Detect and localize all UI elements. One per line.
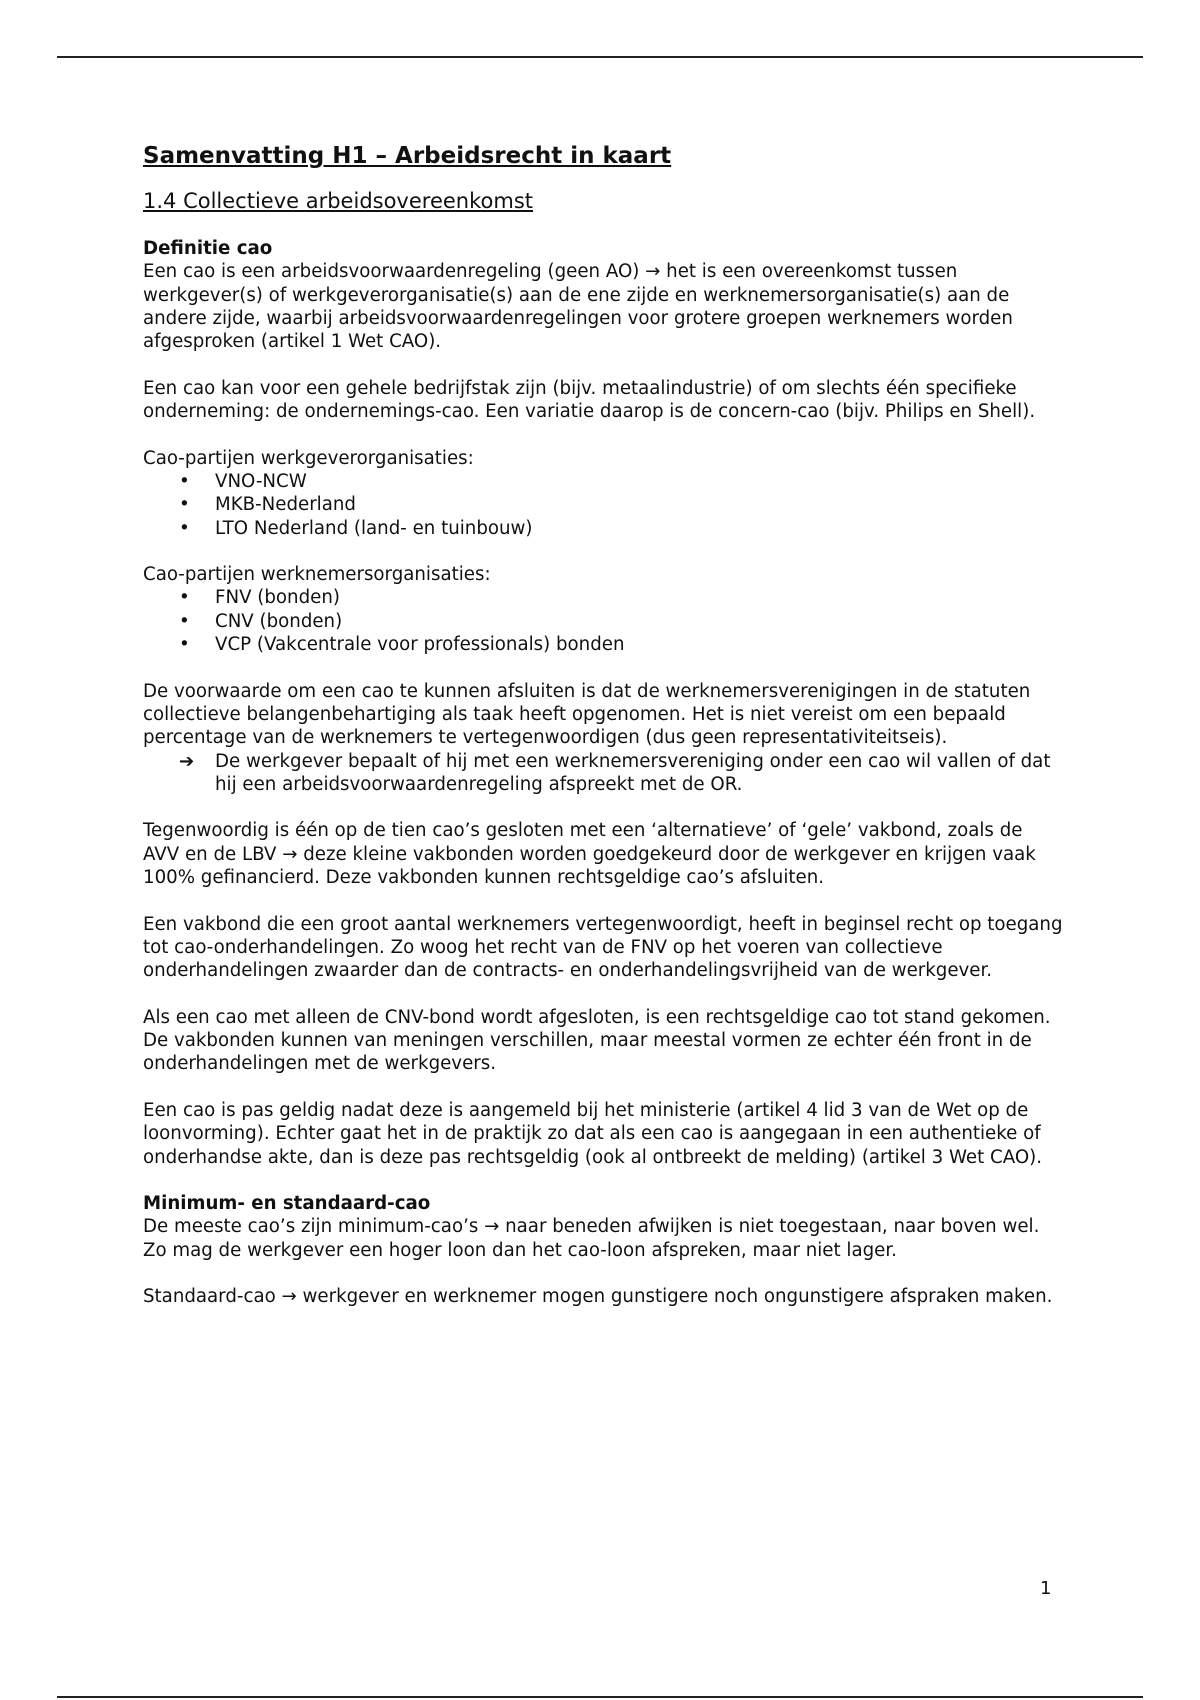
paragraph-voorwaarde: De voorwaarde om een cao te kunnen afsluiten is dat de werknemersverenigingen in de statuten collectieve belangenbehartiging als taak heeft opgenomen. Het is niet vereist om een bepaald percentage van de werknemers te vertegenwoordigen (dus geen representativiteitseis). [143, 680, 1031, 749]
list-item: • MKB-Nederland [143, 493, 1063, 516]
list-item: • VCP (Vakcentrale voor professionals) bonden [143, 633, 1063, 656]
page-number: 1 [1040, 1578, 1052, 1599]
paragraph-definitie: Een cao is een arbeidsvoorwaardenregeling (geen AO) → het is een overeenkomst tussen werkgever(s) of werkgeverorganisatie(s) aan de ene zijde en werknemersorganisatie(s) aan de andere zijde, waarbij arbeidsvoorwaardenregelingen voor grotere groepen werknemers worden afgesproken (artikel 1 Wet CAO). [143, 261, 1013, 353]
arrow-note-text: De werkgever bepaalt of hij met een werknemersvereniging onder een cao wil vallen of dat hij een arbeidsvoorwaardenregeling afspreekt met de OR. [215, 750, 1051, 795]
list-item: • VNO-NCW [143, 470, 1063, 493]
document-body [143, 141, 1063, 1332]
footer-rule [57, 1696, 1143, 1698]
arrow-right-icon: ➔ [179, 750, 195, 772]
paragraph-geldigheid: Een cao is pas geldig nadat deze is aangemeld bij het ministerie (artikel 4 lid 3 van de Wet op de loonvorming). Echter gaat het in de praktijk zo dat als een cao is aangegaan in een authentieke of onderhandse akte, dan is deze pas rechtsgeldig (ook al ontbreekt de melding) (artikel 3 Wet CAO). [143, 1099, 1043, 1168]
subheading-minimum: Minimum- en standaard-cao [143, 1193, 431, 1215]
werkgevers-intro: Cao-partijen werkgeverorganisaties: [143, 447, 474, 469]
list-item: • LTO Nederland (land- en tuinbouw) [143, 517, 1063, 540]
werknemers-list [143, 586, 1063, 656]
arrow-note [143, 750, 1063, 797]
paragraph-bedrijfstak: Een cao kan voor een gehele bedrijfstak zijn (bijv. metaalindustrie) of om slechts één specifieke onderneming: de ondernemings-cao. Een variatie daarop is de concern-cao (bijv. Philips en Shell). [143, 377, 1036, 423]
document-title: Samenvatting H1 – Arbeidsrecht in kaart [143, 143, 672, 169]
header-rule [57, 56, 1143, 58]
paragraph-standaard-cao: Standaard-cao → werkgever en werknemer mogen gunstigere noch ongunstigere afspraken maken. [143, 1286, 1053, 1308]
paragraph-cnv: Als een cao met alleen de CNV-bond wordt afgesloten, is een rechtsgeldige cao tot stand gekomen. De vakbonden kunnen van meningen verschillen, maar meestal vormen ze echter één front in de onderhandelingen met de werkgevers. [143, 1006, 1051, 1075]
paragraph-hoger-loon: Zo mag de werkgever een hoger loon dan het cao-loon afspreken, maar niet lager. [143, 1239, 897, 1261]
section-heading: 1.4 Collectieve arbeidsovereenkomst [143, 189, 533, 213]
paragraph-gele-vakbond: Tegenwoordig is één op de tien cao’s gesloten met een ‘alternatieve’ of ‘gele’ vakbond, zoals de AVV en de LBV → deze kleine vakbonden worden goedgekeurd door de werkgever en krijgen vaak 100% gefinancierd. Deze vakbonden kunnen rechtsgeldige cao’s afsluiten. [143, 820, 1036, 889]
list-item: • CNV (bonden) [143, 610, 1063, 633]
list-item: • FNV (bonden) [143, 586, 1063, 609]
paragraph-minimum-cao: De meeste cao’s zijn minimum-cao’s → naar beneden afwijken is niet toegestaan, naar boven wel. [143, 1216, 1040, 1238]
werkgevers-list [143, 470, 1063, 540]
paragraph-toegang: Een vakbond die een groot aantal werknemers vertegenwoordigt, heeft in beginsel recht op toegang tot cao-onderhandelingen. Zo woog het recht van de FNV op het voeren van collectieve onderhandelingen zwaarder dan de contracts- en onderhandelingsvrijheid van de werkgever. [143, 913, 1063, 982]
subheading-definitie: Definitie cao [143, 238, 273, 259]
werknemers-intro: Cao-partijen werknemersorganisaties: [143, 564, 491, 586]
